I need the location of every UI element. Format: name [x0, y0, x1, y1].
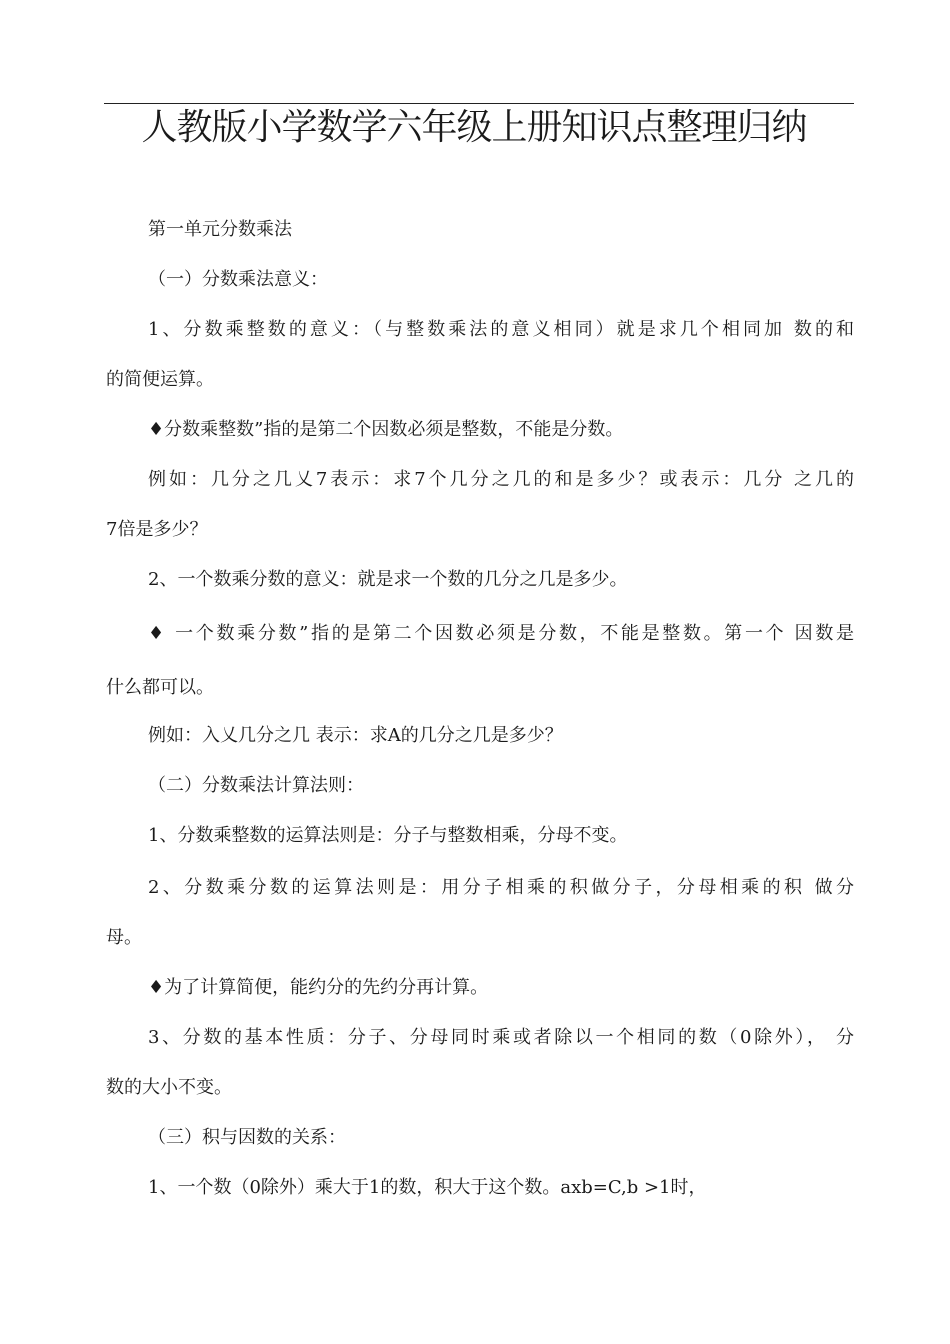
paragraph-line: 数的大小不变。	[106, 1077, 232, 1098]
unit-heading: 第一单元分数乘法	[148, 219, 292, 240]
section-heading: （三）积与因数的关系：	[148, 1127, 346, 1148]
section-heading: （一）分数乘法意义：	[148, 269, 328, 290]
section-heading: （二）分数乘法计算法则：	[148, 775, 364, 796]
paragraph-line: 1、分数乘整数的运算法则是：分子与整数相乘，分母不变。	[148, 825, 628, 846]
paragraph-line: 1、分数乘整数的意义：（与整数乘法的意义相同）就是求几个相同加 数的和	[148, 319, 854, 340]
paragraph-line: 2、一个数乘分数的意义：就是求一个数的几分之几是多少。	[148, 569, 628, 590]
header-rule	[104, 103, 854, 104]
paragraph-line: 的简便运算。	[106, 369, 214, 390]
note-line: ♦为了计算简便，能约分的先约分再计算。	[148, 977, 489, 998]
paragraph-line: 2、分数乘分数的运算法则是：用分子相乘的积做分子，分母相乘的积 做分	[148, 877, 854, 898]
note-line: 什么都可以。	[106, 677, 214, 698]
note-line: ♦分数乘整数”指的是第二个因数必须是整数，不能是分数。	[148, 419, 624, 440]
paragraph-line: 3、分数的基本性质：分子、分母同时乘或者除以一个相同的数（0除外）， 分	[148, 1027, 854, 1048]
example-line: 7倍是多少？	[106, 519, 208, 540]
note-line: ♦ 一个数乘分数”指的是第二个因数必须是分数，不能是整数。第一个 因数是	[148, 623, 854, 644]
document-title: 人教版小学数学六年级上册知识点整理归纳	[141, 107, 807, 148]
paragraph-line: 1、一个数（0除外）乘大于1的数，积大于这个数。axb=C,b >1时，	[148, 1177, 707, 1198]
paragraph-line: 母。	[106, 927, 142, 948]
example-line: 例如：入乂几分之几 表示：求A的几分之几是多少？	[148, 725, 563, 746]
example-line: 例如：几分之几乂7表示：求7个几分之几的和是多少？或表示：几分 之几的	[148, 469, 854, 490]
